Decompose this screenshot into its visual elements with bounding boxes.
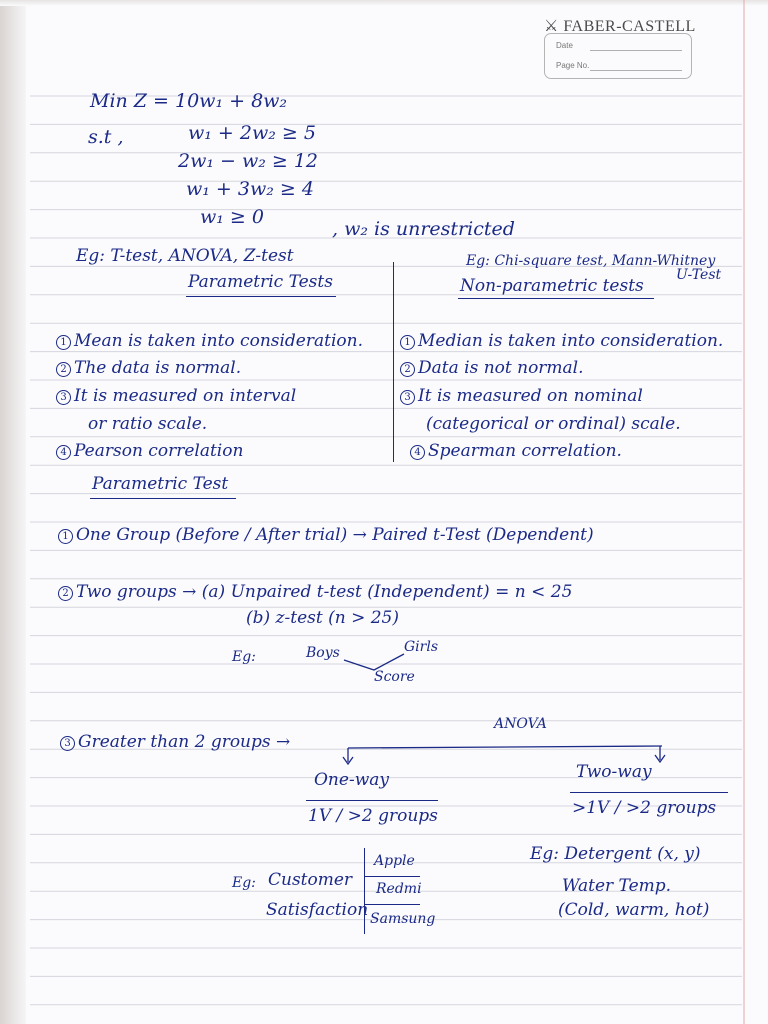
eg-two-groups: Eg: [232,649,256,665]
brand-sep-2 [364,904,420,905]
item-two-groups: 2 Two groups → (a) Unpaired t-test (Independent) = n < 25 [58,584,572,601]
constraint-2: 2w₁ − w₂ ≥ 12 [178,150,319,172]
nonparametric-example-cont: U-Test [676,267,722,283]
eg-anova: Eg: [232,875,256,891]
two-way-divider [570,792,728,793]
satisfaction-label: Satisfaction [266,900,369,920]
brand-name: FABER-CASTELL [563,18,696,35]
one-way-divider [306,800,438,801]
item-greater-two: 3 Greater than 2 groups → [60,734,290,751]
nonparam-point-1: 1 Median is taken into consideration. [400,333,723,350]
parametric-heading-underline [186,296,336,297]
temp-levels: (Cold, warm, hot) [558,900,710,920]
one-way-desc: 1V / >2 groups [308,806,438,826]
logo-icon: ⚔ [544,18,559,35]
item-two-groups-b: (b) z-test (n > 25) [246,608,399,628]
water-temp: Water Temp. [562,876,672,896]
boys-label: Boys [306,645,340,661]
customer-label: Customer [268,870,353,890]
score-label: Score [374,669,415,685]
subject-to: s.t , [88,126,124,148]
one-way-label: One-way [314,770,389,790]
param-point-1: 1 Mean is taken into consideration. [56,333,363,350]
brand-redmi: Redmi [376,881,422,897]
parametric-example: Eg: T-test, ANOVA, Z-test [76,246,294,266]
nonparametric-heading: Non-parametric tests [460,276,644,296]
two-way-label: Two-way [576,762,652,782]
nonparam-point-4: 4 Spearman correlation. [410,443,622,460]
column-divider [393,262,394,462]
eg-detergent: Eg: Detergent (x, y) [530,844,701,864]
boys-girls-connector [340,650,410,674]
nonparam-point-3-cont: (categorical or ordinal) scale. [426,414,681,434]
nonparam-point-3: 3 It is measured on nominal [400,388,643,405]
objective: Min Z = 10w₁ + 8w₂ [90,90,288,112]
param-point-4: 4 Pearson correlation [56,443,243,460]
date-line [590,50,682,51]
two-way-desc: >1V / >2 groups [572,798,717,818]
girls-label: Girls [404,639,439,655]
item-one-group: 1 One Group (Before / After trial) → Paired t-Test (Dependent) [58,527,594,544]
constraint-1: w₁ + 2w₂ ≥ 5 [188,122,316,144]
brand-sep-1 [364,876,420,877]
brand-samsung: Samsung [370,911,436,927]
brand-apple: Apple [374,853,415,869]
parametric-test-heading: Parametric Test [92,474,229,494]
date-label: Date [556,41,573,50]
nonparametric-heading-underline [458,298,654,299]
nonparam-point-2: 2 Data is not normal. [400,360,584,377]
constraint-5: , w₂ is unrestricted [332,218,515,240]
page-no-label: Page No. [556,61,590,70]
parametric-test-underline [90,498,236,499]
parametric-heading: Parametric Tests [188,272,333,292]
date-box [544,33,692,79]
param-point-3-cont: or ratio scale. [88,414,208,434]
nonparametric-example: Eg: Chi-square test, Mann-Whitney [466,253,716,269]
constraint-4: w₁ ≥ 0 [200,206,264,228]
anova-label: ANOVA [494,716,547,732]
constraint-3: w₁ + 3w₂ ≥ 4 [186,178,314,200]
brand-bracket [364,848,365,934]
page-no-line [590,70,682,71]
param-point-2: 2 The data is normal. [56,360,241,377]
param-point-3: 3 It is measured on interval [56,388,296,405]
